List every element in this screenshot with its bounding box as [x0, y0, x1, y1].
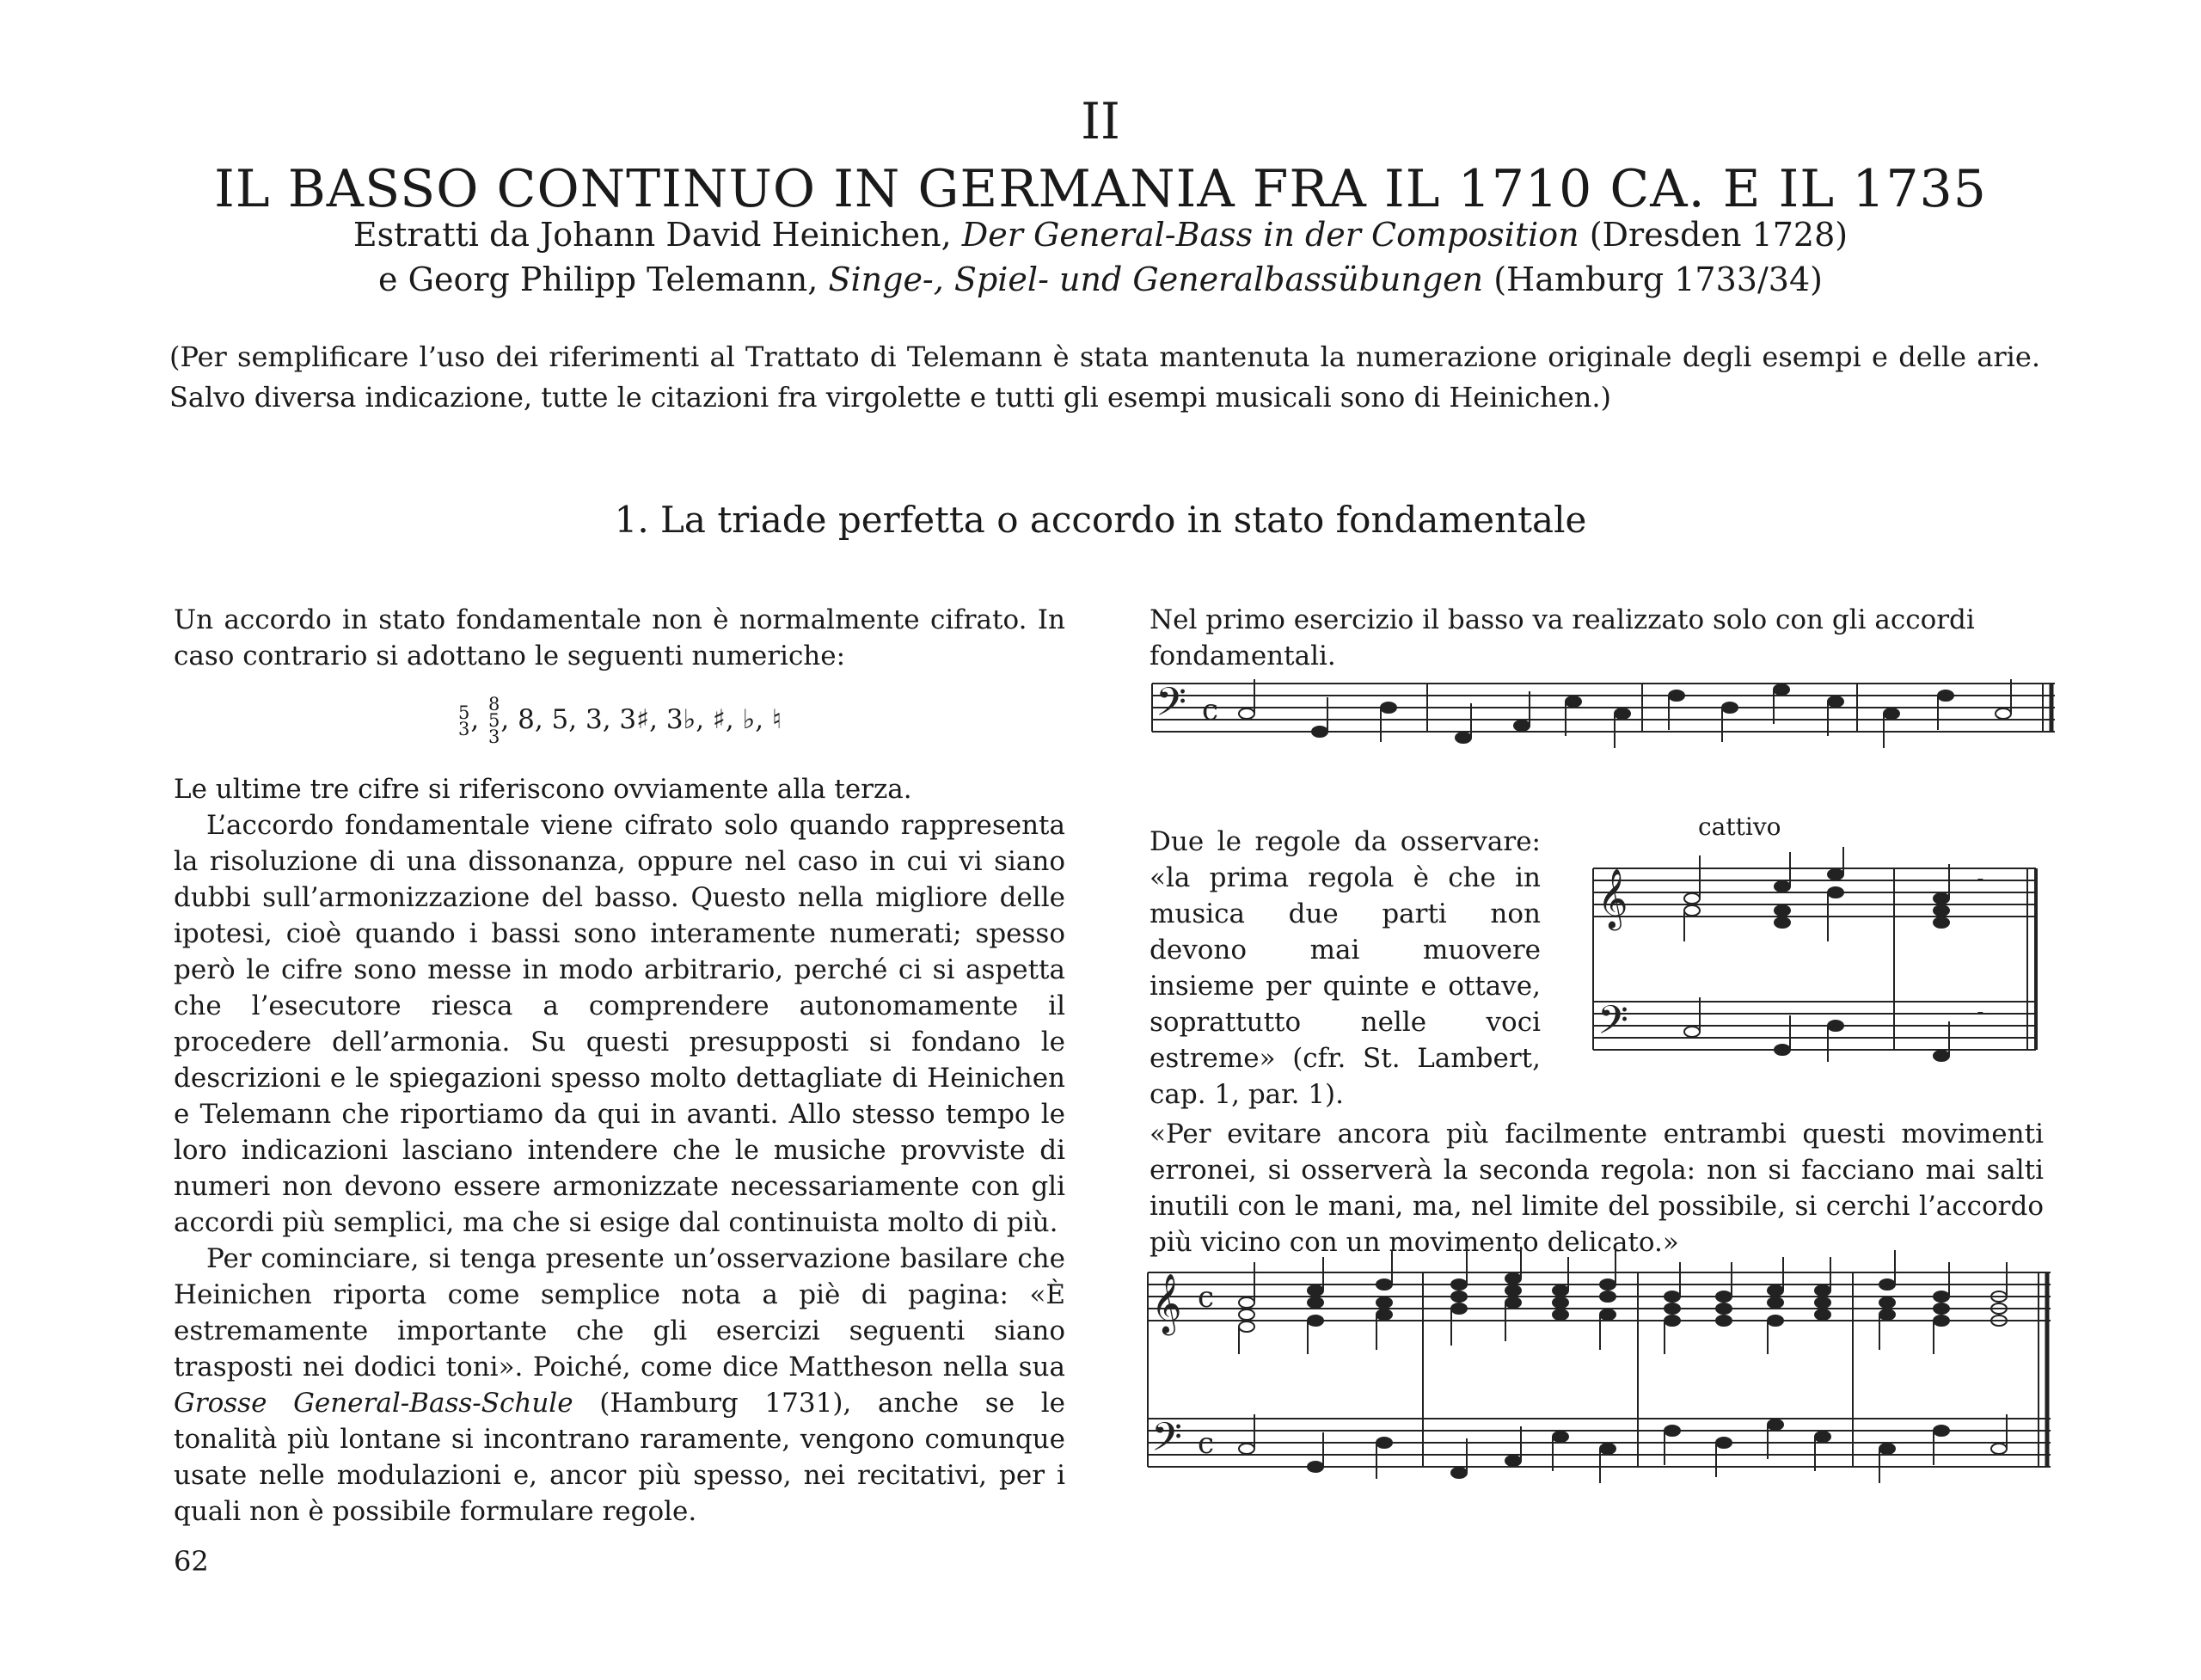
example-label-cattivo: cattivo	[1698, 812, 1781, 841]
bass-clef-icon: 𝄢	[1597, 997, 1629, 1053]
chapter-number: II	[1081, 92, 1120, 150]
paragraph-two-rules: Due le regole da osservare: «la prima regola è che in musica due parti non devono mai muovere insieme per quinte e ottave, soprattutto nelle voci estreme» (cfr. St. Lambert, cap. 1, par. 1).	[1150, 826, 1541, 1110]
treble-clef-icon: 𝄞	[1597, 868, 1628, 929]
left-column	[174, 602, 1065, 1530]
bass-clef-icon: 𝄢	[1156, 679, 1187, 735]
music-example-close-voicing	[1139, 1247, 2068, 1496]
time-signature-bass: c	[1198, 1426, 1215, 1461]
paragraph-second-rule: «Per evitare ancora più facilmente entrambi questi movimenti erronei, si osserverà la seconda regola: non si facciano mai salti inutili con le mani, ma, nel limite del possibile, si cerchi l’accordo più vicino con un movimento delicato.»	[1150, 1119, 2044, 1258]
figured-bass-symbols: 5 3 , 8 5 3 , 8, 5, 3, 3♯, 3♭, ♯, ♭, ♮	[457, 694, 782, 747]
music-example-parallel-fifths	[1589, 847, 2053, 1070]
time-signature-treble: c	[1198, 1280, 1215, 1315]
chapter-subtitle-1: Estratti da Johann David Heinichen, Der General-Bass in der Composition (Dresden 1728)	[353, 216, 1848, 254]
time-signature: c	[1202, 693, 1219, 727]
bass-clef-icon: 𝄢	[1151, 1414, 1183, 1470]
svg-text:𝄼: 𝄼	[1976, 868, 1985, 896]
paragraph-fundamental-chord: L’accordo fondamentale viene cifrato solo quando rappresenta la risoluzione di una dissonanza, oppure nel caso in cui vi siano dubbi sull’armonizzazione del basso. Questo nella migliore delle ipotesi, cioè quando i bassi sono interamente numerati; spesso però le cifre sono messe in modo arbitrario, perché ci si aspetta che l’esecutore riesca a comprendere autonomamente il procedere dell’armonia. Su questi presupposti si fondano le descrizioni e le spiegazioni spesso molto dettagliate di Heinichen e Telemann che riportiamo da qui in avanti. Allo stesso tempo le loro indicazioni lasciano intendere che le musiche provviste di numeri non devono essere armonizzate necessariamente con gli accordi più semplici, ma che si esige dal continuista molto di più.	[174, 810, 1065, 1238]
paragraph-transposition: Per cominciare, si tenga presente un’osservazione basilare che Heinichen riporta come semplice nota a piè di pagina: «È estremamente importante che gli esercizi seguenti siano trasposti nei dodici toni». Poiché, come dice Mattheson nella sua Grosse General-Bass-Schule (Hamburg 1731), anche se le tonalità più lontane si incontrano raramente, vengono comunque usate nelle modulazioni e, ancor più spesso, nei recitativi, per i quali non è possibile formulare regole.	[174, 1243, 1065, 1527]
music-example-bass-exercise	[1143, 666, 2072, 752]
figure-8-5-3: 8 5 3	[488, 694, 500, 747]
chapter-subtitle-2: e Georg Philipp Telemann, Singe-, Spiel- und Generalbassübungen (Hamburg 1733/34)	[378, 261, 1823, 298]
svg-text:𝄼: 𝄼	[1976, 1001, 1985, 1029]
paragraph-intro: Un accordo in stato fondamentale non è normalmente cifrato. In caso contrario si adottano le seguenti numeriche:	[174, 604, 1065, 671]
editorial-note: (Per semplificare l’uso dei riferimenti al Trattato di Telemann è stata mantenuta la numerazione originale degli esempi e delle arie. Salvo diversa indicazione, tutte le citazioni fra virgolette e tutti gli esempi musicali sono di Heinichen.)	[169, 340, 2040, 414]
paragraph-third: Le ultime tre cifre si riferiscono ovviamente alla terza.	[174, 774, 912, 805]
paragraph-first-exercise: Nel primo esercizio il basso va realizzato solo con gli accordi fondamentali.	[1150, 604, 1975, 671]
page-number: 62	[174, 1545, 209, 1578]
section-heading: 1. La triade perfetta o accordo in stato fondamentale	[614, 499, 1587, 541]
treble-clef-icon: 𝄞	[1151, 1273, 1182, 1334]
chapter-title: IL BASSO CONTINUO IN GERMANIA FRA IL 1710 CA. E IL 1735	[214, 159, 1987, 219]
figure-5-3: 5 3	[457, 702, 470, 739]
